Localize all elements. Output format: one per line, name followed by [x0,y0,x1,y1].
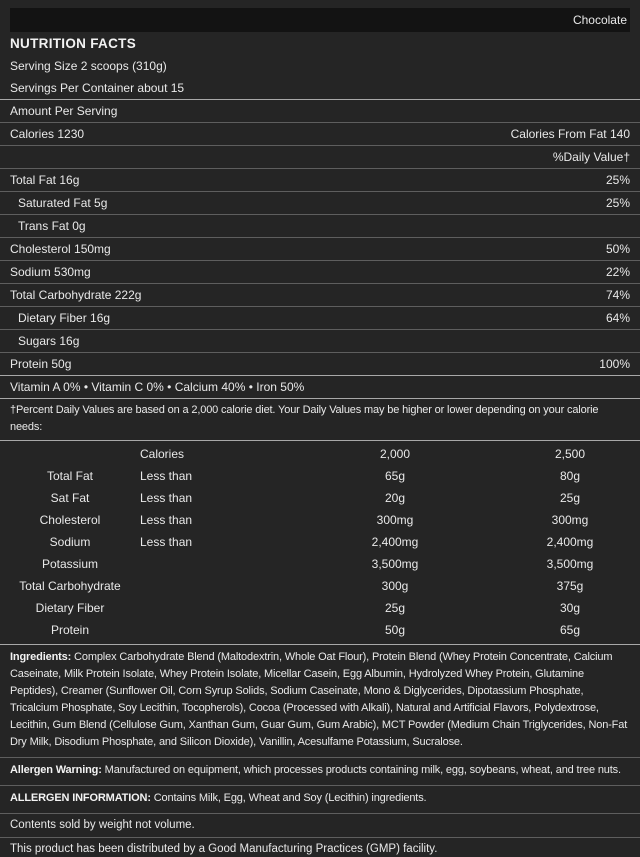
allergen-warning-section [0,758,640,786]
dv-table-nutrient: Cholesterol [39,513,101,527]
nutrient-label: Saturated Fat 5g [18,196,108,210]
page-title: NUTRITION FACTS [10,36,136,51]
nutrient-daily-value: 50% [605,242,630,256]
nutrient-daily-value: 100% [599,357,630,371]
nutrient-label: Total Fat 16g [10,173,80,187]
dv-table-nutrient: Sodium [49,535,91,549]
flavor-bar [10,8,630,32]
dv-table-nutrient: Total Carbohydrate [19,579,121,593]
ingredients-label: Ingredients: [10,651,72,663]
dv-table-value-2500: 65g [559,623,581,637]
daily-value-footnote: †Percent Daily Values are based on a 2,000 calorie diet. Your Daily Values may be higher or lower depending on your calorie needs: [0,399,640,441]
dv-table-value-2000: 65g [384,469,406,483]
dv-table-row [0,553,640,575]
vitamins-row [0,376,640,399]
nutrient-daily-value: 74% [605,288,630,302]
nutrient-row [0,353,640,376]
nutrient-label: Sugars 16g [18,334,80,348]
dv-table-qualifier: Less than [140,469,193,483]
dv-table-value-2500: 80g [559,469,581,483]
nutrient-row [0,215,640,238]
calories-row [0,123,640,146]
flavor-name: Chocolate [572,13,627,27]
dv-table-nutrient [0,443,140,465]
ingredients-section [0,645,640,758]
allergen-information-text: Contains Milk, Egg, Wheat and Soy (Lecithin) ingredients. [150,792,427,804]
serving-size-row [0,54,640,77]
dv-table-nutrient: Protein [50,623,90,637]
nutrient-daily-value: 25% [605,196,630,210]
dv-table-value-2500: 375g [556,579,584,593]
dv-table-value-2000: 2,000 [379,447,411,461]
nutrient-row [0,330,640,353]
dv-table-value-2500: 30g [559,601,581,615]
dv-table-value-2000: 300mg [376,513,414,527]
dv-table-value-2500: 300mg [551,513,589,527]
nutrient-label: Dietary Fiber 16g [18,311,111,325]
nutrient-daily-value: 25% [605,173,630,187]
amount-per-serving-row [0,100,640,123]
nutrient-row [0,284,640,307]
nutrient-daily-value: 22% [605,265,630,279]
ingredients-text: Complex Carbohydrate Blend (Maltodextrin, Whole Oat Flour), Protein Blend (Whey Protein Concentrate, Calcium Caseinate, Milk Protein Isolate, Whey Protein Isolate, Micellar Casein, Egg Albumin, Hydrolyzed Whey Protein, Glutamine Peptides), Creamer (Sunflower Oil, Corn Syrup Solids, Sodium Caseinate, Mono & Diglycerides, Dipotassium Phosphate, Tricalcium Phosphate, Soy Lecithin, Tocopherols), Cocoa (Processed with Alkali), Natural and Artificial Flavors, Polydextrose, Lecithin, Gum Blend (Cellulose Gum, Xanthan Gum, Guar Gum, Gum Arabic), MCT Powder (Medium Chain Triglycerides, Non-Fat Dry Milk, Disodium Phosphate, and Silicon Dioxide), Vanillin, Acesulfame Potassium, Sucralose. [10,651,628,748]
dv-table-row [0,619,640,641]
nutrient-label: Sodium 530mg [10,265,91,279]
dv-table-value-2000: 300g [381,579,409,593]
daily-value-header-text: %Daily Value† [552,150,630,164]
dv-table-qualifier: Less than [140,513,193,527]
calories-value: Calories 1230 [10,127,85,141]
gmp-note: This product has been distributed by a Good Manufacturing Practices (GMP) facility. [0,838,640,857]
nutrient-label: Total Carbohydrate 222g [10,288,142,302]
dv-table-value-2500: 2,400mg [546,535,594,549]
dv-table-row [0,443,640,465]
calories-from-fat-value: Calories From Fat 140 [510,127,630,141]
daily-value-header-row [0,146,640,169]
dv-table-value-2500: 3,500mg [546,557,594,571]
nutrient-label: Trans Fat 0g [18,219,86,233]
nutrient-row [0,169,640,192]
dv-table-value-2500: 2,500 [554,447,586,461]
allergen-warning-label: Allergen Warning: [10,764,102,776]
nutrient-daily-value: 64% [605,311,630,325]
dv-table-qualifier: Less than [140,535,193,549]
nutrient-label: Cholesterol 150mg [10,242,111,256]
nutrient-row [0,238,640,261]
dv-table-row [0,465,640,487]
dv-table-nutrient: Sat Fat [50,491,90,505]
dv-table-value-2000: 50g [384,623,406,637]
dv-table-row [0,509,640,531]
dv-table-qualifier: Less than [140,491,193,505]
contents-note: Contents sold by weight not volume. [0,814,640,838]
nutrient-rows [0,169,640,376]
servings-per-container-text: Servings Per Container about 15 [10,81,185,95]
amount-per-serving-text: Amount Per Serving [10,104,118,118]
dv-table-row [0,575,640,597]
allergen-information-section [0,786,640,814]
allergen-information-label: ALLERGEN INFORMATION: [10,792,151,804]
vitamins-text: Vitamin A 0% • Vitamin C 0% • Calcium 40% • Iron 50% [10,380,305,394]
allergen-warning-text: Manufactured on equipment, which processes products containing milk, egg, soybeans, wheat, and tree nuts. [101,764,621,776]
nutrient-row [0,307,640,330]
dv-table-qualifier [140,553,290,575]
serving-size-text: Serving Size 2 scoops (310g) [10,58,167,73]
nutrient-label: Protein 50g [10,357,72,371]
dv-table-value-2500: 25g [559,491,581,505]
dv-table-qualifier [140,619,290,641]
servings-per-container-row [0,77,640,100]
dv-table-value-2000: 20g [384,491,406,505]
nutrient-row [0,261,640,284]
dv-table-value-2000: 2,400mg [371,535,419,549]
dv-table-qualifier [140,597,290,619]
dv-table-row [0,487,640,509]
dv-table-row [0,597,640,619]
dv-table-value-2000: 3,500mg [371,557,419,571]
dv-table-qualifier: Calories [140,447,185,461]
nutrition-label [0,8,640,857]
dv-table-nutrient: Total Fat [46,469,94,483]
dv-table-qualifier [140,575,290,597]
dv-table-nutrient: Dietary Fiber [35,601,105,615]
nutrient-row [0,192,640,215]
daily-values-table [0,441,640,645]
dv-table-nutrient: Potassium [41,557,99,571]
dv-table-row [0,531,640,553]
dv-table-value-2000: 25g [384,601,406,615]
